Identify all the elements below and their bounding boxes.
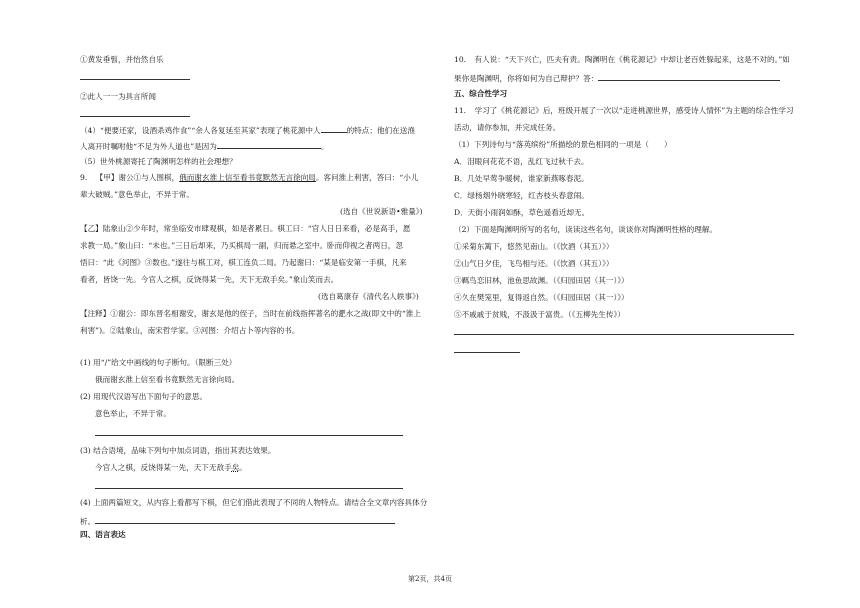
- question-text: 【甲】谢公①与人围棋，: [95, 173, 180, 182]
- sub-question: （2）下面是陶渊明所写的名句，读读这些名句，谈谈你对陶渊明性格的理解。: [454, 225, 718, 234]
- question-number: 10.: [454, 55, 467, 64]
- quote-line: ②山气日夕佳，飞鸟相与还。（《饮酒（其五）》）: [454, 259, 614, 268]
- text-line: 活动，请你参加，并完成任务。: [454, 123, 561, 132]
- sub-question-text: 俄而谢玄淮上信至看书竟默然无言徐向局。: [95, 375, 240, 384]
- sub-question-text: 意色举止，不异于常。: [95, 409, 171, 418]
- option-d[interactable]: D．天街小雨润如酥，草色遥看近却无。: [454, 208, 590, 217]
- question-text: 的特点；他们在送渔: [346, 126, 415, 135]
- answer-blank[interactable]: [321, 124, 347, 133]
- sentence-text: 。: [239, 463, 247, 472]
- quote-line: ①采菊东篱下，悠然见南山。（《饮酒（其五）》）: [454, 242, 614, 251]
- sub-question: （1）下列诗句与“落英缤纷”所描绘的景色相同的一项是（ ）: [454, 140, 672, 149]
- answer-line: [95, 488, 403, 489]
- left-column: [0, 0, 430, 560]
- answer-line: [80, 116, 190, 117]
- underlined-sentence: 俄而谢玄淮上信至看书竟默然无言徐向局: [179, 173, 316, 182]
- option-c[interactable]: C．绿杨烟外晓寒轻，红杏枝头春意闹。: [454, 191, 589, 200]
- text-line: 看者，皆饶一先。今官人之棋，反饶得某一先，天下无敌手矣。”象山笑而去。: [80, 275, 339, 284]
- question-text: 。: [320, 142, 329, 151]
- section-heading: 五、综合性学习: [454, 89, 508, 98]
- question-number: 9.: [80, 173, 88, 182]
- option-a[interactable]: A．泪眼问花花不语，乱红飞过秋千去。: [454, 157, 589, 166]
- question-text: （4）“便要还家，设酒杀鸡作食”“余人各复延至其家”表现了桃花源中人: [80, 126, 321, 135]
- answer-line: [454, 352, 520, 353]
- answer-blank[interactable]: [95, 515, 395, 524]
- text-line: 【注释】①谢公：即东晋名相谢安，谢玄是他的侄子，当时在前线指挥著名的淝水之战(即文中的“淮上: [80, 309, 421, 318]
- text-line: ②此人一一为具言所闻: [80, 92, 156, 101]
- question-text: 果你是陶渊明，你将如何为自己辩护？答：: [454, 74, 599, 83]
- question-9-line: [80, 173, 419, 183]
- right-column: [430, 0, 860, 560]
- answer-line: [454, 334, 794, 335]
- question-number: 11.: [454, 106, 467, 115]
- text-line: （5）世外桃源寄托了陶渊明怎样的社会理想？: [80, 157, 237, 166]
- sub-question-text: [95, 463, 247, 473]
- question-11-line: [454, 106, 794, 116]
- quote-line: ⑤不戚戚于贫贱，不汲汲于富贵。（《五柳先生传》）: [454, 310, 625, 319]
- text-line: [80, 124, 415, 136]
- text-line: 悟曰：“此《河图》③数也。”遂往与棋工对，棋工连负二局。乃起谢曰：“某是临安第一手棋，凡来: [80, 258, 407, 267]
- sub-question: (3) 结合语境，品味下列句中加点词语，指出其表达效果。: [80, 446, 276, 455]
- dotted-word: 矣: [231, 463, 240, 472]
- text-line: [454, 72, 780, 84]
- option-b[interactable]: B．几处早莺争暖树，谁家新燕啄春泥。: [454, 174, 589, 183]
- sub-question: (4) 上面两篇短文，从内容上看都写下棋，但它们借此表现了不同的人物特点。请结合全文章内容具体分: [80, 498, 428, 507]
- quote-line: ④久在樊笼里，复得返自然。（《归园田居（其一）》）: [454, 293, 629, 302]
- sub-question: (2) 用现代汉语写出下面句子的意思。: [80, 392, 208, 401]
- answer-blank[interactable]: [217, 140, 321, 149]
- question-text: 学习了《桃花源记》后，班级开展了一次以“走进桃源世界，感受诗人情怀”为主题的综合性学习: [474, 106, 794, 115]
- text-line: 【乙】陆象山②少年时，常坐临安市肆观棋，如是者累日。棋工曰：“官人日日来看，必是高手，愿: [80, 224, 411, 233]
- question-text: 人离开时嘱咐他“不足为外人道也”是因为: [80, 142, 217, 151]
- text-line: 求教一局。”象山曰：“未也。”三日后却来，乃买棋局一副，归而悬之室中。卧而仰视之者两日，忽: [80, 241, 403, 250]
- source-citation: (选自葛康存《清代名人轶事》): [318, 292, 419, 301]
- question-text: 析。: [80, 517, 96, 526]
- question-text: 有人说：“天下兴亡，匹夫有责。陶渊明在《桃花源记》中却让老百姓躲起来，这是不对的。”如: [474, 55, 790, 64]
- quote-line: ③羁鸟恋旧林，池鱼思故渊。（《归园田居（其一）》）: [454, 276, 629, 285]
- page-footer: 第2页，共4页: [408, 575, 452, 583]
- section-heading: 四、语言表达: [80, 530, 126, 539]
- source-citation: (选自《世说新语•雅量》): [340, 207, 423, 216]
- text-line: ①黄发垂髫，并怡然自乐: [80, 55, 164, 64]
- sub-question: [80, 515, 395, 527]
- answer-line: [80, 79, 190, 80]
- answer-blank[interactable]: [598, 72, 780, 81]
- text-line: 辈大破贼。”意色举止，不异于常。: [80, 190, 194, 199]
- text-line: 利害”)。②陆象山，南宋哲学家。③河图：介绍占卜等内容的书。: [80, 326, 300, 335]
- sentence-text: 今官人之棋，反饶得某一先，天下无敌手: [95, 463, 232, 472]
- question-text: 。客问淮上利害，答曰：“小儿: [315, 173, 419, 182]
- sub-question: (1) 用“/”给文中画线的句子断句。（限断三处）: [80, 358, 237, 367]
- text-line: [80, 140, 328, 152]
- answer-line: [95, 435, 403, 436]
- question-10-line: [454, 55, 790, 65]
